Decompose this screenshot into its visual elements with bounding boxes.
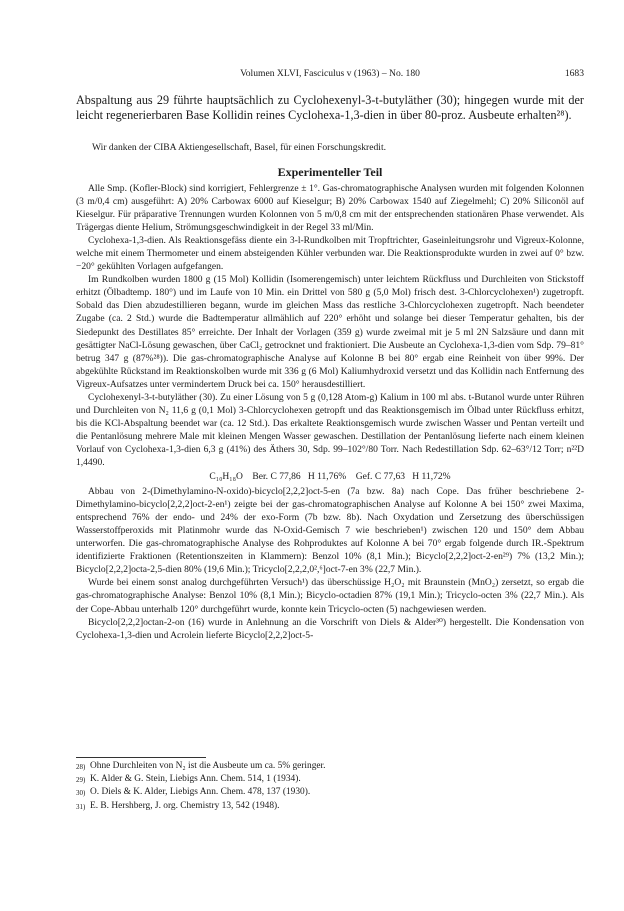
section-title: Experimenteller Teil — [277, 165, 383, 179]
footnote-mark: 31) — [76, 802, 86, 811]
footnote — [76, 773, 584, 786]
footnote — [76, 786, 584, 799]
footnote-text: Ohne Durchleiten von N₂ ist die Ausbeute um ca. 5% geringer. — [90, 761, 326, 771]
paragraph-cyclohexadiene: Cyclohexa-1,3-dien. Als Reaktionsgefäss diente ein 3-l-Rundkolben mit Tropftrichter, Gaseinleitungsrohr und Vigreux-Kolonne, welche mit einem Thermometer und einem absteigenden Kühler verbunden war. Die Reaktionsprodukte wurden in zwei auf 0° bzw. −20° gekühlten Vorlagen aufgefangen. — [76, 235, 584, 273]
paragraph-bicyclooctanone: Bicyclo[2,2,2]octan-2-on (16) wurde in Anlehnung an die Vorschrift von Diels & Alder³⁰) hergestellt. Die Kondensation von Cyclohexa-1,3-dien und Acrolein lieferte Bicyclo[2,2,2]oct-5- — [76, 616, 584, 641]
acknowledgement: Wir danken der CIBA Aktiengesellschaft, Basel, für einen Forschungskredit. — [92, 142, 387, 153]
footnote-text: K. Alder & G. Stein, Liebigs Ann. Chem. 514, 1 (1934). — [90, 774, 301, 785]
running-header — [76, 68, 584, 79]
footnote — [76, 800, 584, 813]
footnote-mark: 28) — [76, 763, 86, 771]
footnote — [76, 760, 584, 773]
footnote-text: E. B. Hershberg, J. org. Chemistry 13, 542 (1948). — [90, 800, 280, 811]
elemental-analysis: C₁₀H₁₈O Ber. C 77,86 H 11,76% Gef. C 77,63 H 11,72% — [209, 471, 451, 483]
footnote-rule — [76, 757, 206, 758]
running-title: Volumen XLVI, Fasciculus v (1963) – No. 180 — [240, 68, 420, 79]
intro-paragraph: Abspaltung aus 29 führte hauptsächlich zu Cyclohexenyl-3-t-butyläther (30); hingegen wurde mit der leicht regenerierbaren Base Kollidin reines Cyclohexa-1,3-dien in über 80-proz. Ausbeute erhalten²⁸). — [76, 93, 584, 123]
paragraph-ether: Cyclohexenyl-3-t-butyläther (30). Zu einer Lösung von 5 g (0,128 Atom-g) Kalium in 100 ml abs. t-Butanol wurde unter Rühren und Durchleiten von N₂ 11,6 g (0,1 Mol) 3-Chlorcyclohexen getropft und das Reaktionsgemisch im Ölbad unter Rückfluss erhitzt, bis die KCl-Abspaltung beendet war (ca. 12 Std.). Das erkaltete Reaktionsgemisch wurde zwischen Wasser und Pentan verteilt und die Pentanlösung mehrere Male mit kleinen Mengen Wasser gewaschen. Destillation der Pentanlösung lieferte nach einem kleinen Vorlauf von Cyclohexa-1,3-dien 6,3 g (41%) des Äthers 30, Sdp. 99–102°/80 Torr. Nach Redestillation Sdp. 62–63°/12 Torr; n²²D 1,4490. — [76, 391, 584, 468]
paragraph-cope-degradation: Abbau von 2-(Dimethylamino-N-oxido)-bicyclo[2,2,2]oct-5-en (7a bzw. 8a) nach Cope. Das früher beschriebene 2-Dimethylamino-bicyclo[2,2,2]oct-2-en¹) zeigte bei der gas-chromatographischen Analyse auf Kolonne A bei 150° zwei Maxima, entsprechend 76% der endo- und 24% der exo-Form (7b bzw. 8b). Nach Oxydation und Zersetzung des überschüssigen Wasserstoffperoxids mit Platinmohr wurde das N-Oxid-Gemisch 7 wie beschrieben¹) zwischen 120 und 150° dem Abbau unterworfen. Die gas-chromatographische Analyse des Rohproduktes auf Kolonne A bei 70° ergab folgende durch IR.-Spektrum identifizierte Fraktionen (Retentionszeiten in Klammern): Benzol 10% (8,1 Min.); Bicyclo[2,2,2]oct-2-en²⁹) 7% (13,2 Min.); Bicyclo[2,2,2]octa-2,5-dien 80% (19,6 Min.); Tricyclo[2,2,2,0²,⁶]oct-7-en 3% (22,7 Min.). — [76, 486, 584, 576]
footnote-mark: 29) — [76, 776, 86, 785]
footnotes — [76, 760, 584, 813]
intro-text — [76, 93, 584, 124]
footnote-text: O. Diels & K. Alder, Liebigs Ann. Chem. 478, 137 (1930). — [90, 787, 311, 798]
paragraph-mno2: Wurde bei einem sonst analog durchgeführten Versuch¹) das überschüssige H₂O₂ mit Braunstein (MnO₂) zersetzt, so ergab die gas-chromatographische Analyse: Benzol 10% (8,1 Min.); Bicyclo-octadien 87% (19,1 Min.); Tricyclo-octen 3% (22,7 Min.). Als der Cope-Abbau unterhalb 120° durchgeführt wurde, konnte kein Tricyclo-octen (5) nachgewiesen werden. — [76, 577, 584, 615]
paragraph-procedure: Im Rundkolben wurden 1800 g (15 Mol) Kollidin (Isomerengemisch) unter leichtem Rückfluss und Durchleiten von Stickstoff erhitzt (Ölbadtemp. 180°) und im Laufe von 10 Min. ein Drittel von 580 g (5,0 Mol) frisch dest. 3-Chlorcyclohexen¹) zugetropft. Sobald das Dien abzudestillieren begann, wurde im gleichen Mass das restliche 3-Chlorcyclohexen zugetropft. Nach beendeter Zugabe (ca. 2 Std.) wurde die Badtemperatur allmählich auf 220° erhöht und solange bei dieser Temperatur gehalten, bis der Siedepunkt des Destillates 85° erreichte. Der Inhalt der Vorlagen (359 g) wurde zweimal mit je 5 ml 2N Salzsäure und dann mit gesättigter NaCl-Lösung gewaschen, über CaCl₂ getrocknet und fraktioniert. Die Ausbeute an Cyclohexa-1,3-dien vom Sdp. 79–81° betrug 347 g (87%²⁸)). Die gas-chromatographische Analyse auf Kolonne B bei 80° ergab eine Reinheit von über 99%. Der abgekühlte Rückstand im Reaktionskolben wurde mit 336 g (6 Mol) Kaliumhydroxid versetzt und das Kollidin nach Entfernung des Vigreux-Aufsatzes unter vermindertem Druck bei ca. 150° herausdestilliert. — [76, 274, 584, 390]
section-body — [76, 182, 584, 642]
page-number: 1683 — [564, 68, 584, 79]
paragraph-general: Alle Smp. (Kofler-Block) sind korrigiert, Fehlergrenze ± 1°. Gas-chromatographische Analysen wurden mit folgenden Kolonnen (3 m/0,4 cm) ausgeführt: A) 20% Carbowax 6000 auf Kieselgur; B) 20% Carbowax 1540 auf Ziegelmehl; C) 20% Siliconöl auf Kieselgur. Für präparative Trennungen wurden Kolonnen von 5 m/0,8 cm mit der entsprechenden stationären Phase verwendet. Als Trägergas diente Helium, Strömungsgeschwindigkeit in der Regel 33 ml/Min. — [76, 183, 584, 234]
footnote-mark: 30) — [76, 789, 86, 798]
